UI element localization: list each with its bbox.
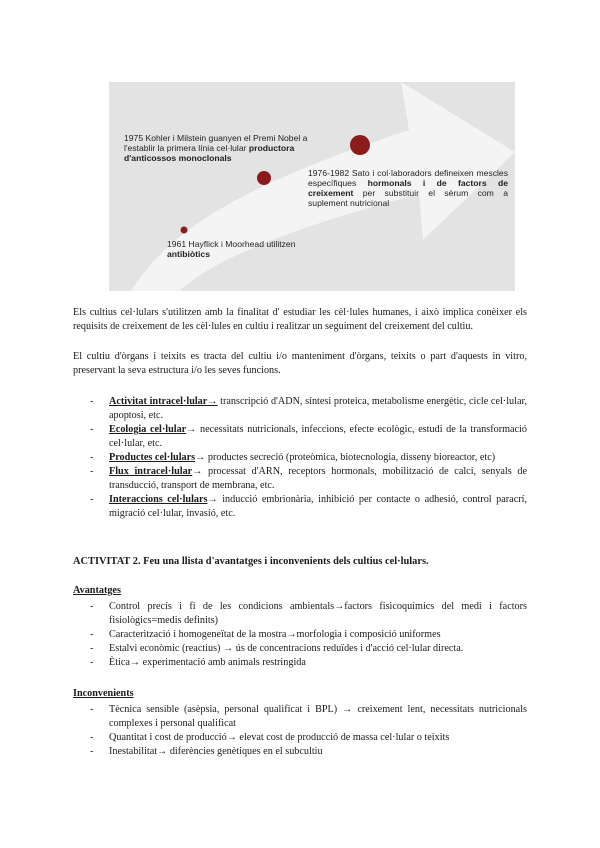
intro-paragraph-2: El cultiu d'òrgans i teixits es tracta del cultiu i/o manteniment d'òrgans, teixits o part d'aquests in vitro, preservant la seva estructura i/o les seves funcions. (73, 351, 527, 376)
event-1975: 1975 Kohler i Milstein guanyen el Premi Nobel a l'establir la primera línia cel·lular productora d'anticossos monoclonals (124, 133, 308, 163)
list-item: - Activitat intracel·lular→ transcripció d'ADN, síntesi proteica, metabolisme energètic, cicle cel·lular, apoptosi, etc. (90, 396, 528, 421)
list-item: - Inestabilitat→ diferències genètiques en el subcultiu (90, 746, 323, 757)
advantages-heading: Avantatges (73, 585, 121, 596)
list-item: - Control precís i fi de les condicions ambientals→factors fisicoquímics del medi i factors fisiològics=medis definits) (90, 601, 527, 626)
list-item: - Productes cel·lulars→ productes secreció (proteòmica, biotecnologia, disseny bioreactor, etc) (90, 452, 496, 463)
list-item: - Ecologia cel·lular→ necessitats nutricionals, infeccions, efecte ecològic, estudi de la transformació cel·lular, etc. (90, 424, 527, 449)
applications-list (73, 395, 527, 521)
timeline-dot-1976 (350, 135, 370, 155)
intro-paragraph-1: Els cultius cel·lulars s'utilitzen amb la finalitat d' estudiar les cèl·lules humanes, i això implica conèixer els requisits de creixement de les cèl·lules en cultiu i realitzar un seguiment del creixement del cultiu. (73, 307, 527, 332)
activity-heading: ACTIVITAT 2. Feu una llista d'avantatges i inconvenients dels cultius cel·lulars. (73, 556, 429, 567)
list-item: - Flux intracel·lular→ processat d'ARN, receptors hormonals, mobilització de calci, senyals de transducció, transport de membrana, etc. (90, 466, 528, 491)
timeline-figure (109, 82, 515, 291)
list-item: - Interaccions cel·lulars→ inducció embrionària, inhibició per contacte o adhesió, control paracrí, migració cel·lular, invasió, etc. (90, 494, 527, 519)
disadvantages-heading: Inconvenients (73, 688, 134, 699)
list-item: - Estalvi econòmic (reactius) → ús de concentracions reduïdes i d'acció cel·lular directa. (90, 643, 464, 654)
list-item: - Ètica→ experimentació amb animals restringida (90, 657, 306, 668)
list-item: - Quantitat i cost de producció→ elevat cost de producció de massa cel·lular o teixits (90, 732, 450, 743)
event-1976: 1976-1982 Sato i col·laboradors defineixen mescles específiques hormonals i de factors de creixement per substituir el sèrum com a suplement nutricional (308, 168, 508, 208)
event-1961: 1961 Hayflick i Moorhead utilitzen antibiòtics (167, 239, 296, 259)
advantages-list (73, 600, 527, 670)
timeline-dot-1961 (181, 227, 188, 234)
list-item: - Caracterització i homogeneïtat de la mostra→morfologia i composició uniformes (90, 629, 441, 640)
timeline-dot-1975 (257, 171, 271, 185)
disadvantages-list (73, 703, 527, 759)
list-item: - Tècnica sensible (asèpsia, personal qualificat i BPL) → creixement lent, necessitats nutricionals complexes i personal qualificat (90, 704, 527, 729)
